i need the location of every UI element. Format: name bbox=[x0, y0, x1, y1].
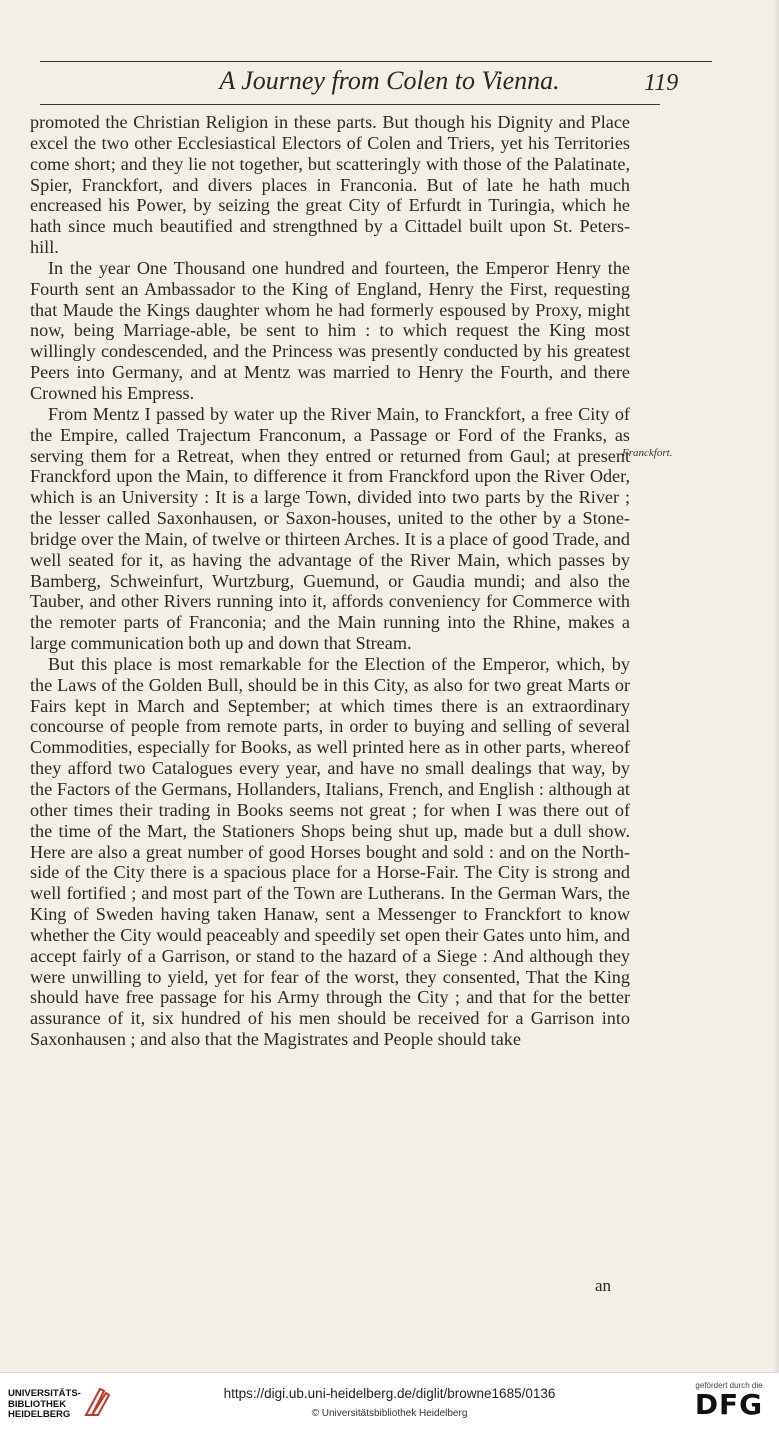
header-rule-top bbox=[40, 61, 712, 62]
funding-label: gefördert durch die bbox=[695, 1381, 763, 1390]
dfg-logo: DFG bbox=[694, 1388, 764, 1421]
running-header-title: A Journey from Colen to Vienna. bbox=[219, 66, 560, 95]
paragraph-3: From Mentz I passed by water up the River Main, to Franckfort, a free City of the Empire, called Trajectum Franconum, a Passage or Ford of the Franks, as serving them for a Retreat, when they entred or returned from Gaul; at present Franckford upon the Main, to difference it from Franckford upon the River Oder, which is an University : It is a large Town, divided into two parts by the River ; the lesser called Saxonhausen, or Saxon-houses, united to the other by a Stone-bridge over the Main, of twelve or thirteen Arches. It is a place of good Trade, and well seated for it, as having the advantage of the River Main, which passes by Bamberg, Schweinfurt, Wurtzburg, Guemund, or Gaudia mundi; and also the Tauber, and other Rivers running into it, affords conveniency for Commerce with the remoter parts of Franconia; and the Main running into the Rhine, makes a large communication both up and down that Stream. bbox=[30, 403, 630, 654]
paragraph-4: But this place is most remarkable for the Election of the Emperor, which, by the Laws of the Golden Bull, should be in this City, as also for two great Marts or Fairs kept in March and September; at which times there is an extraordinary concourse of people from remote parts, in order to buying and selling of several Commodities, especially for Books, as well printed here as in other parts, whereof they afford two Catalogues every year, and have no small dealings that way, by the Factors of the Germans, Hollanders, Italians, French, and English : although at other times their trading in Books seems not great ; for when I was there out of the time of the Mart, the Stationers Shops being shut up, made but a dull show. Here are also a great number of good Horses bought and sold : and on the North-side of the City there is a spacious place for a Horse-Fair. The City is strong and well fortified ; and most part of the Town are Lutherans. In the German Wars, the King of Sweden having taken Hanaw, sent a Messenger to Franckfort to know whether the City would peaceably and speedily set open their Gates unto him, and accept fairly of a Garrison, or stand to the hazard of a Siege : And although they were unwilling to yield, yet for fear of the worst, they consented, That the King should have free passage for his Army through the City ; and that for the better assurance of it, six hundred of his men should be received for a Garrison into Saxonhausen ; and also that the Magistrates and People should take bbox=[30, 653, 630, 1050]
margin-note: Franckfort. bbox=[622, 447, 673, 459]
body-text bbox=[30, 112, 630, 1050]
copyright-notice: © Universitätsbibliothek Heidelberg bbox=[311, 1408, 468, 1419]
paragraph-2: In the year One Thousand one hundred and fourteen, the Emperor Henry the Fourth sent an Ambassador to the King of England, Henry the First, requesting that Maude the Kings daughter whom he had formerly espoused by Proxy, might now, being Marriage-able, be sent to him : to which request the King most willingly condescended, and the Princess was presently conducted by his greatest Peers into Germany, and at Mentz was married to Henry the Fourth, and there Crowned his Empress. bbox=[30, 257, 630, 403]
library-name: UNIVERSITÄTS- BIBLIOTHEK HEIDELBERG bbox=[8, 1388, 81, 1420]
paragraph-1: promoted the Christian Religion in these parts. But though his Dignity and Place excel the two other Ecclesiastical Electors of Colen and Triers, yet his Territories come short; and they lie not together, but scatteringly with those of the Palatinate, Spier, Franckfort, and divers places in Franconia. But of late he hath much encreased his Power, by seizing the great City of Erfurdt in Turingia, which he hath since much beautified and strengthned by a Cittadel built upon St. Peters-hill. bbox=[30, 112, 630, 258]
dfg-funding-logo[interactable] bbox=[691, 1381, 767, 1427]
catchword: an bbox=[595, 1276, 612, 1295]
header-rule-bottom bbox=[40, 104, 660, 105]
permalink-url[interactable]: https://digi.ub.uni-heidelberg.de/diglit/browne1685/0136 bbox=[223, 1386, 556, 1401]
page-edge-shadow bbox=[773, 0, 779, 1372]
viewer-footer bbox=[0, 1372, 779, 1430]
page-number: 119 bbox=[644, 70, 679, 96]
